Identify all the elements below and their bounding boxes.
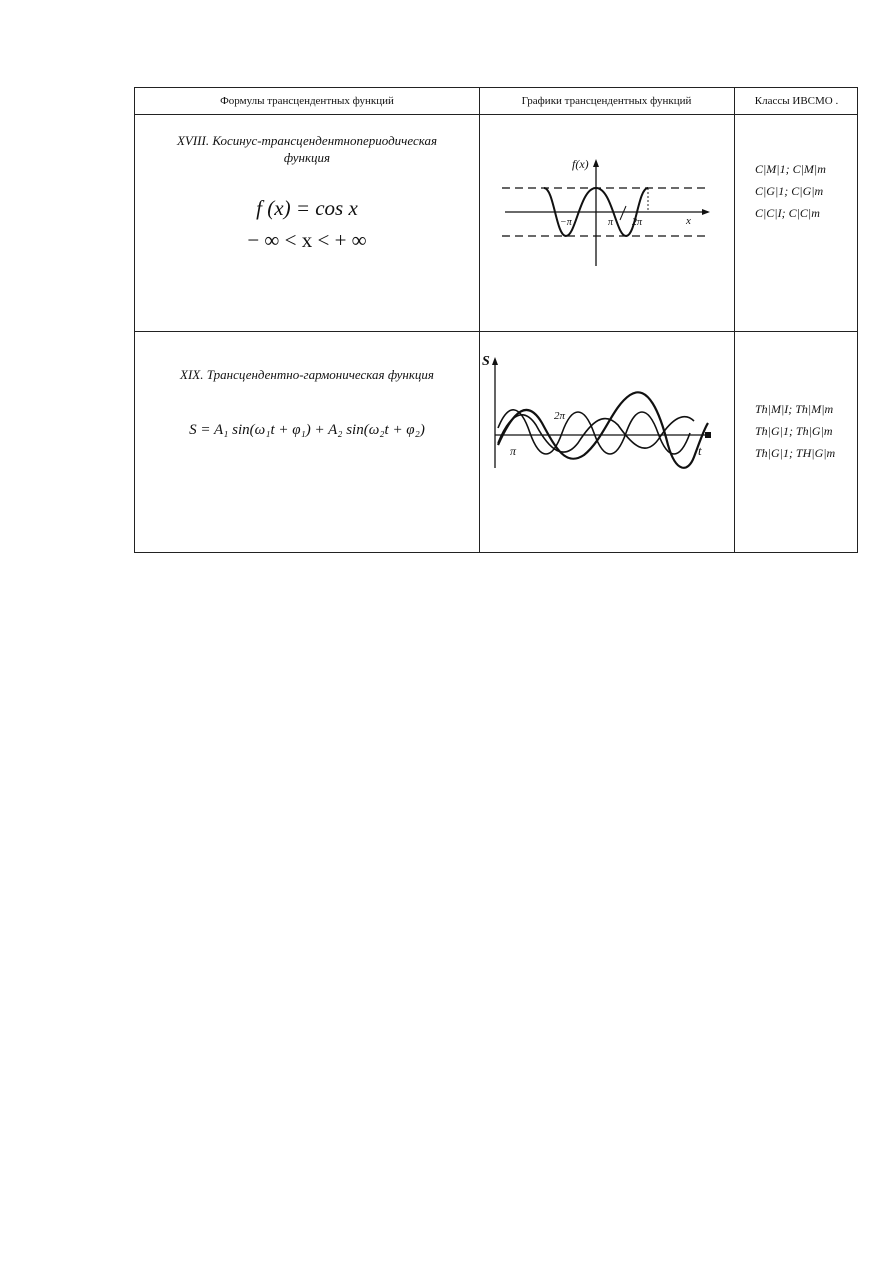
header-divider (135, 114, 857, 115)
row2-class-1: Th|M|I; Th|M|m (755, 402, 834, 416)
row1-class-3: C|C|I; C|C|m (755, 206, 820, 220)
row1-classes (735, 158, 859, 224)
cosine-graph (480, 116, 733, 330)
row2-class-3: Th|G|1; TH|G|m (755, 446, 836, 460)
graph2-tick-2pi: 2π (554, 410, 566, 422)
x-axis-arrow (702, 209, 710, 215)
row1-domain: − ∞ < x < + ∞ (247, 228, 367, 252)
row1-title-line1: XVIII. Косинус-трансцендентнопериодическая (176, 133, 438, 148)
functions-table (134, 87, 858, 553)
row2-class-2: Th|G|1; Th|G|m (755, 424, 833, 438)
graph1-tick-pi: π (608, 217, 614, 228)
y-axis-arrow (593, 159, 599, 167)
header-graphs: Графики трансцендентных функций (521, 95, 692, 107)
graph2-y-label: S (482, 354, 490, 369)
t-axis-end (705, 432, 711, 438)
graph1-x-label: x (686, 215, 691, 227)
graph1-tick-2pi: 2π (632, 217, 643, 228)
header-classes: Классы ИВСМО . (754, 95, 839, 107)
pi-marker (620, 206, 626, 220)
row1-class-2: C|G|1; C|G|m (755, 184, 824, 198)
row1-title (135, 132, 479, 166)
harmonic-graph (480, 333, 733, 553)
graph1-y-label: f(x) (572, 157, 589, 171)
row1-title-line2: функция (283, 150, 331, 165)
row1-formula: f (x) = cos x (256, 196, 358, 220)
row2-title: XIX. Трансцендентно-гармоническая функция (180, 367, 434, 382)
graph2-x-label: t (698, 443, 702, 458)
s-axis-arrow (492, 357, 498, 365)
row2-formula: S = A₁ sin(ω₁t + φ₁) + A₂ sin(ω₂t + φ₂) (189, 422, 425, 438)
row-divider (135, 331, 857, 332)
graph2-tick-pi: π (510, 444, 517, 458)
row1-class-1: C|M|1; C|M|m (755, 162, 826, 176)
graph1-tick-neg-pi: −π (560, 217, 572, 228)
header-formulas: Формулы трансцендентных функций (220, 95, 394, 107)
row2-classes (735, 398, 859, 464)
